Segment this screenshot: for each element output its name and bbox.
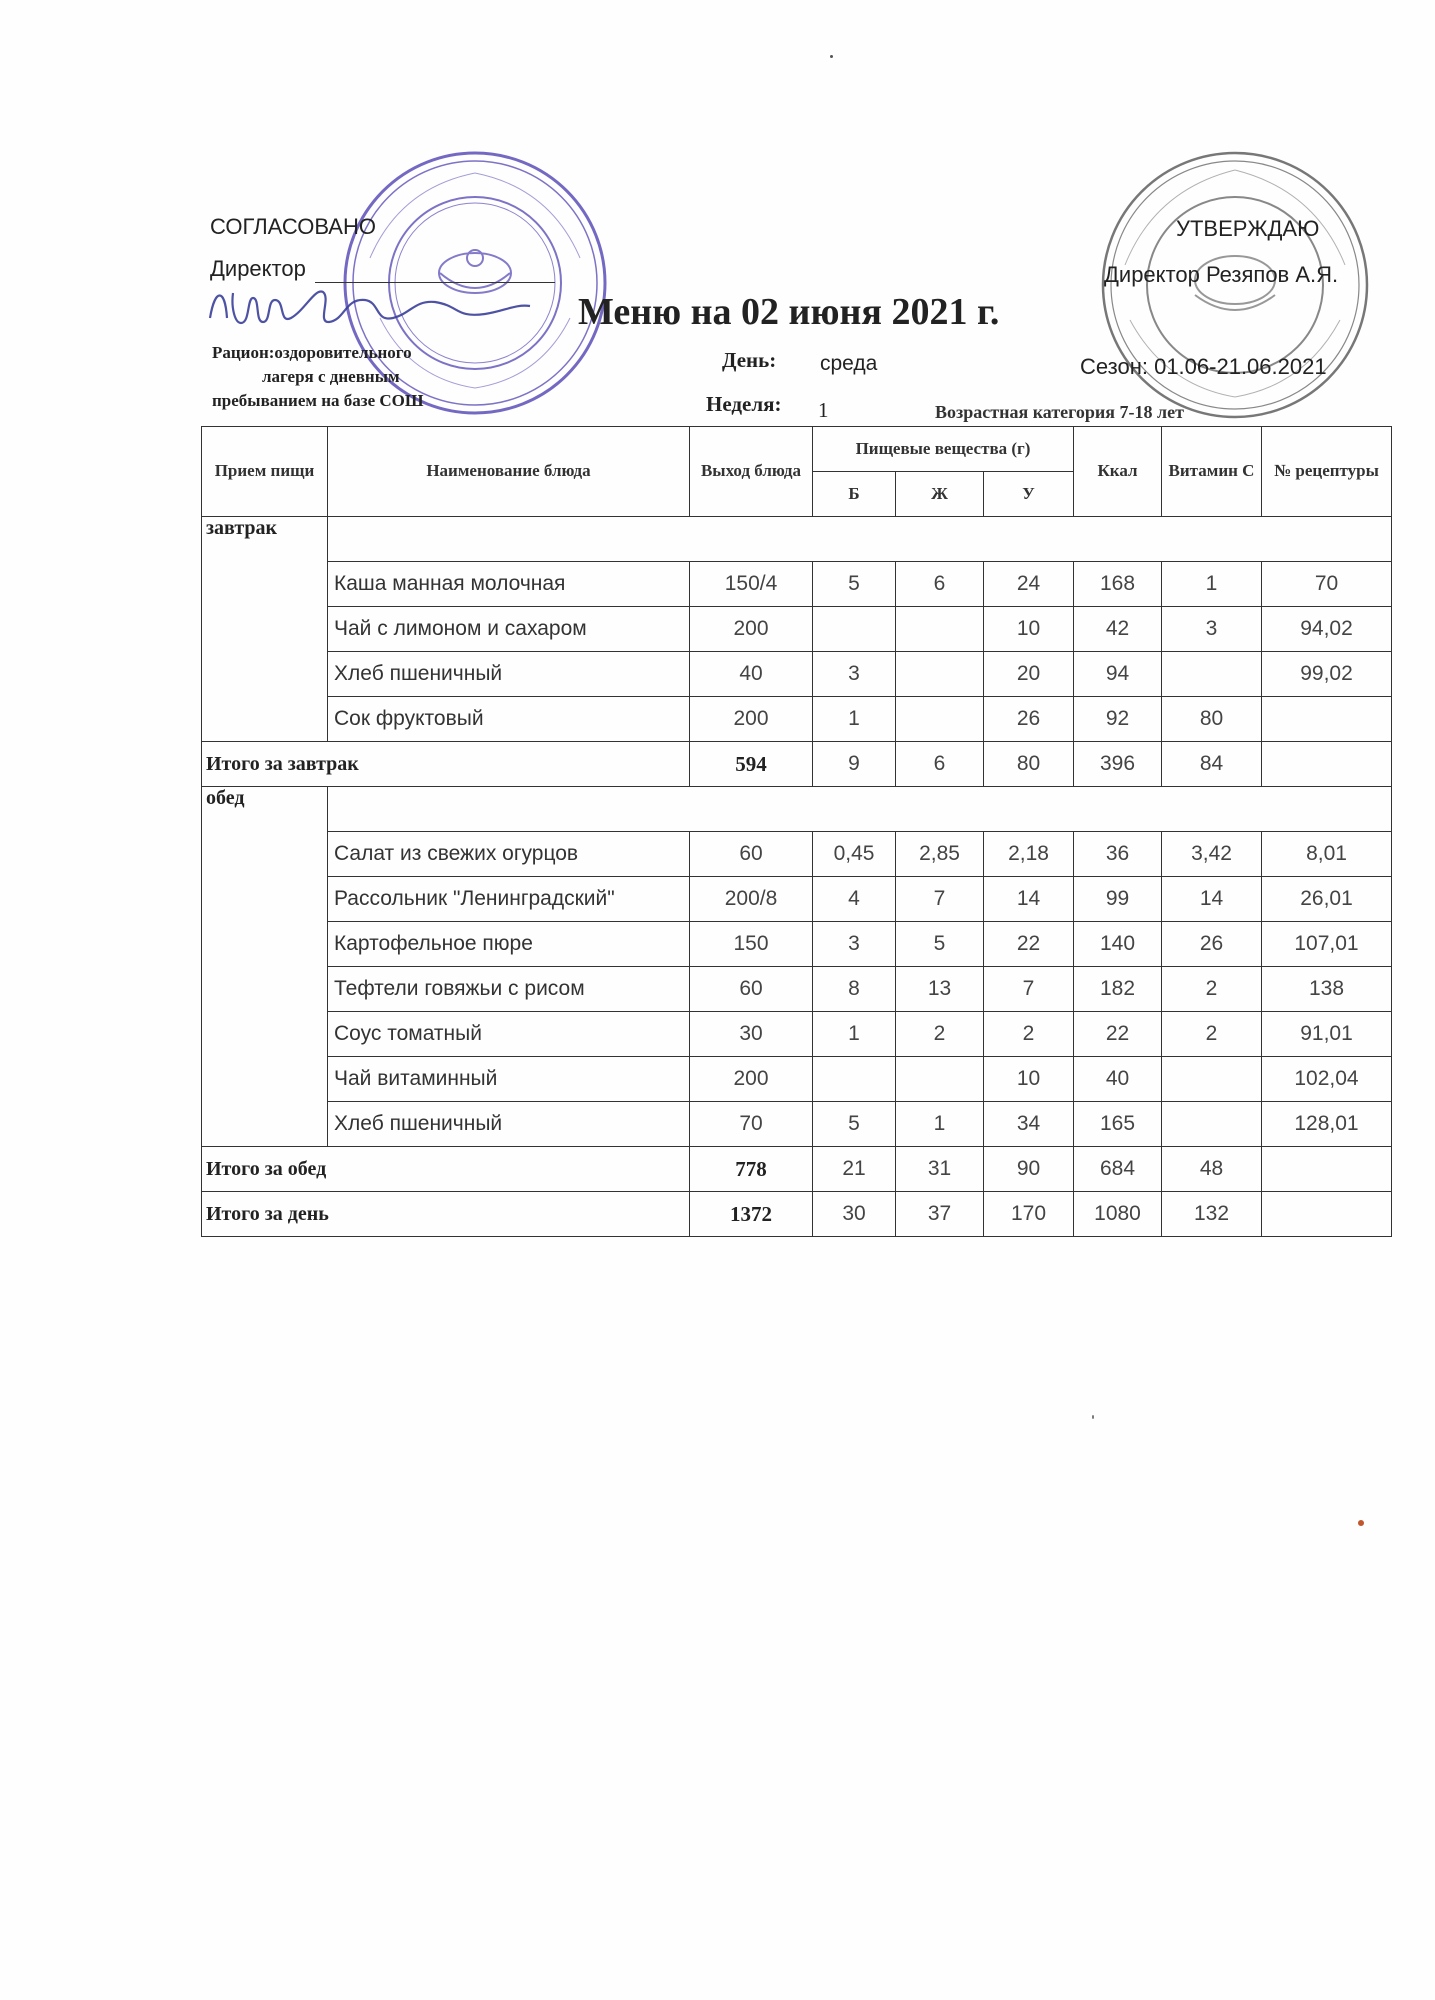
dish-u: 7 <box>984 967 1074 1012</box>
lunch-spacer <box>328 787 1392 832</box>
dish-yield: 150/4 <box>690 562 813 607</box>
table-row <box>202 1012 1392 1057</box>
dish-b: 4 <box>813 877 896 922</box>
dish-recipe: 70 <box>1262 562 1392 607</box>
col-kcal: Ккал <box>1074 427 1162 517</box>
dish-b <box>813 1057 896 1102</box>
dish-name: Тефтели говяжьи с рисом <box>328 967 690 1012</box>
lunch-total-row <box>202 1147 1392 1192</box>
dish-u: 26 <box>984 697 1074 742</box>
dish-yield: 200/8 <box>690 877 813 922</box>
dish-vitc <box>1162 1057 1262 1102</box>
day-total-label: Итого за день <box>202 1192 690 1237</box>
ration-line3: пребыванием на базе СОШ <box>212 391 424 410</box>
dish-recipe: 99,02 <box>1262 652 1392 697</box>
dish-u: 24 <box>984 562 1074 607</box>
dish-b: 3 <box>813 922 896 967</box>
dish-yield: 70 <box>690 1102 813 1147</box>
lunch-total-b: 21 <box>813 1147 896 1192</box>
lunch-section <box>202 787 1392 1237</box>
dish-name: Хлеб пшеничный <box>328 652 690 697</box>
dish-kcal: 182 <box>1074 967 1162 1012</box>
lunch-total-vitc: 48 <box>1162 1147 1262 1192</box>
col-yield: Выход блюда <box>690 427 813 517</box>
dish-u: 22 <box>984 922 1074 967</box>
lunch-total-kcal: 684 <box>1074 1147 1162 1192</box>
meal-lunch: обед <box>202 787 328 1147</box>
dish-kcal: 140 <box>1074 922 1162 967</box>
dish-recipe: 138 <box>1262 967 1392 1012</box>
dish-vitc: 80 <box>1162 697 1262 742</box>
dish-kcal: 168 <box>1074 562 1162 607</box>
dish-u: 2 <box>984 1012 1074 1057</box>
dish-yield: 60 <box>690 832 813 877</box>
dish-recipe: 91,01 <box>1262 1012 1392 1057</box>
dish-name: Картофельное пюре <box>328 922 690 967</box>
dish-recipe: 128,01 <box>1262 1102 1392 1147</box>
col-zh: Ж <box>896 472 984 517</box>
breakfast-total-row <box>202 742 1392 787</box>
day-total-u: 170 <box>984 1192 1074 1237</box>
dish-zh <box>896 1057 984 1102</box>
dish-zh: 5 <box>896 922 984 967</box>
dish-recipe: 8,01 <box>1262 832 1392 877</box>
scan-speck <box>1358 1520 1364 1526</box>
week-value: 1 <box>818 398 829 422</box>
table-row <box>202 562 1392 607</box>
scan-speck <box>830 55 833 58</box>
dish-b: 5 <box>813 562 896 607</box>
table-row <box>202 967 1392 1012</box>
dish-recipe <box>1262 697 1392 742</box>
dish-kcal: 42 <box>1074 607 1162 652</box>
dish-kcal: 92 <box>1074 697 1162 742</box>
day-label: День: <box>722 348 777 372</box>
dish-yield: 200 <box>690 1057 813 1102</box>
breakfast-total-zh: 6 <box>896 742 984 787</box>
table-row <box>202 1057 1392 1102</box>
dish-u: 14 <box>984 877 1074 922</box>
dish-vitc: 14 <box>1162 877 1262 922</box>
dish-zh: 1 <box>896 1102 984 1147</box>
breakfast-total-recipe <box>1262 742 1392 787</box>
dish-kcal: 94 <box>1074 652 1162 697</box>
col-u: У <box>984 472 1074 517</box>
dish-recipe: 26,01 <box>1262 877 1392 922</box>
dish-vitc: 2 <box>1162 967 1262 1012</box>
dish-name: Хлеб пшеничный <box>328 1102 690 1147</box>
dish-u: 34 <box>984 1102 1074 1147</box>
dish-kcal: 22 <box>1074 1012 1162 1057</box>
breakfast-section <box>202 517 1392 787</box>
signature-left <box>205 278 535 338</box>
day-total-recipe <box>1262 1192 1392 1237</box>
dish-kcal: 165 <box>1074 1102 1162 1147</box>
dish-kcal: 40 <box>1074 1057 1162 1102</box>
ration-line2: лагеря с дневным <box>262 367 400 386</box>
dish-vitc: 1 <box>1162 562 1262 607</box>
breakfast-total-b: 9 <box>813 742 896 787</box>
day-total-row <box>202 1192 1392 1237</box>
dish-vitc: 3,42 <box>1162 832 1262 877</box>
dish-vitc: 26 <box>1162 922 1262 967</box>
day-value: среда <box>820 352 878 375</box>
dish-recipe: 94,02 <box>1262 607 1392 652</box>
meal-breakfast: завтрак <box>202 517 328 742</box>
dish-b: 0,45 <box>813 832 896 877</box>
agreed-label: СОГЛАСОВАНО <box>210 214 376 239</box>
dish-vitc: 2 <box>1162 1012 1262 1057</box>
dish-name: Рассольник "Ленинградский" <box>328 877 690 922</box>
breakfast-total-kcal: 396 <box>1074 742 1162 787</box>
week-label: Неделя: <box>706 392 782 416</box>
breakfast-spacer <box>328 517 1392 562</box>
day-total-yield: 1372 <box>690 1192 813 1237</box>
col-recipe: № рецептуры <box>1262 427 1392 517</box>
approve-label: УТВЕРЖДАЮ <box>1176 216 1320 241</box>
dish-b: 3 <box>813 652 896 697</box>
dish-recipe: 102,04 <box>1262 1057 1392 1102</box>
lunch-total-yield: 778 <box>690 1147 813 1192</box>
dish-zh: 2,85 <box>896 832 984 877</box>
season-label: Сезон: 01.06-21.06.2021 <box>1080 354 1327 379</box>
col-nutrients: Пищевые вещества (г) <box>813 427 1074 472</box>
breakfast-total-vitc: 84 <box>1162 742 1262 787</box>
scan-speck <box>1092 1415 1094 1419</box>
dish-yield: 200 <box>690 697 813 742</box>
breakfast-total-u: 80 <box>984 742 1074 787</box>
table-row <box>202 607 1392 652</box>
table-row <box>202 922 1392 967</box>
breakfast-total-label: Итого за завтрак <box>202 742 690 787</box>
dish-zh: 13 <box>896 967 984 1012</box>
dish-vitc <box>1162 652 1262 697</box>
lunch-total-recipe <box>1262 1147 1392 1192</box>
dish-name: Каша манная молочная <box>328 562 690 607</box>
dish-recipe: 107,01 <box>1262 922 1392 967</box>
day-total-b: 30 <box>813 1192 896 1237</box>
table-row <box>202 697 1392 742</box>
dish-yield: 60 <box>690 967 813 1012</box>
dish-yield: 30 <box>690 1012 813 1057</box>
ration-label: Рацион:оздоровительного <box>212 343 412 362</box>
age-category: Возрастная категория 7-18 лет <box>935 402 1184 422</box>
page-title: Меню на 02 июня 2021 г. <box>578 291 1000 333</box>
dish-b: 1 <box>813 1012 896 1057</box>
dish-vitc: 3 <box>1162 607 1262 652</box>
dish-b: 1 <box>813 697 896 742</box>
dish-zh: 2 <box>896 1012 984 1057</box>
table-row <box>202 832 1392 877</box>
dish-name: Чай витаминный <box>328 1057 690 1102</box>
dish-b <box>813 607 896 652</box>
dish-zh: 6 <box>896 562 984 607</box>
day-total-vitc: 132 <box>1162 1192 1262 1237</box>
dish-yield: 40 <box>690 652 813 697</box>
dish-zh <box>896 607 984 652</box>
dish-u: 20 <box>984 652 1074 697</box>
dish-name: Соус томатный <box>328 1012 690 1057</box>
dish-name: Сок фруктовый <box>328 697 690 742</box>
col-dish: Наименование блюда <box>328 427 690 517</box>
dish-b: 5 <box>813 1102 896 1147</box>
lunch-total-zh: 31 <box>896 1147 984 1192</box>
breakfast-total-yield: 594 <box>690 742 813 787</box>
lunch-total-u: 90 <box>984 1147 1074 1192</box>
dish-b: 8 <box>813 967 896 1012</box>
lunch-total-label: Итого за обед <box>202 1147 690 1192</box>
dish-zh <box>896 697 984 742</box>
table-row <box>202 652 1392 697</box>
dish-kcal: 36 <box>1074 832 1162 877</box>
dish-kcal: 99 <box>1074 877 1162 922</box>
director-right-label: Директор Резяпов А.Я. <box>1104 262 1339 287</box>
day-total-zh: 37 <box>896 1192 984 1237</box>
col-meal: Прием пищи <box>202 427 328 517</box>
dish-u: 10 <box>984 607 1074 652</box>
dish-yield: 200 <box>690 607 813 652</box>
dish-u: 10 <box>984 1057 1074 1102</box>
day-total-kcal: 1080 <box>1074 1192 1162 1237</box>
dish-vitc <box>1162 1102 1262 1147</box>
dish-zh: 7 <box>896 877 984 922</box>
dish-name: Чай с лимоном и сахаром <box>328 607 690 652</box>
dish-yield: 150 <box>690 922 813 967</box>
col-vitc: Витамин С <box>1162 427 1262 517</box>
table-row <box>202 1102 1392 1147</box>
dish-zh <box>896 652 984 697</box>
table-row <box>202 877 1392 922</box>
col-b: Б <box>813 472 896 517</box>
menu-table <box>201 426 1392 1237</box>
dish-name: Салат из свежих огурцов <box>328 832 690 877</box>
dish-u: 2,18 <box>984 832 1074 877</box>
director-left-label: Директор <box>210 256 306 281</box>
